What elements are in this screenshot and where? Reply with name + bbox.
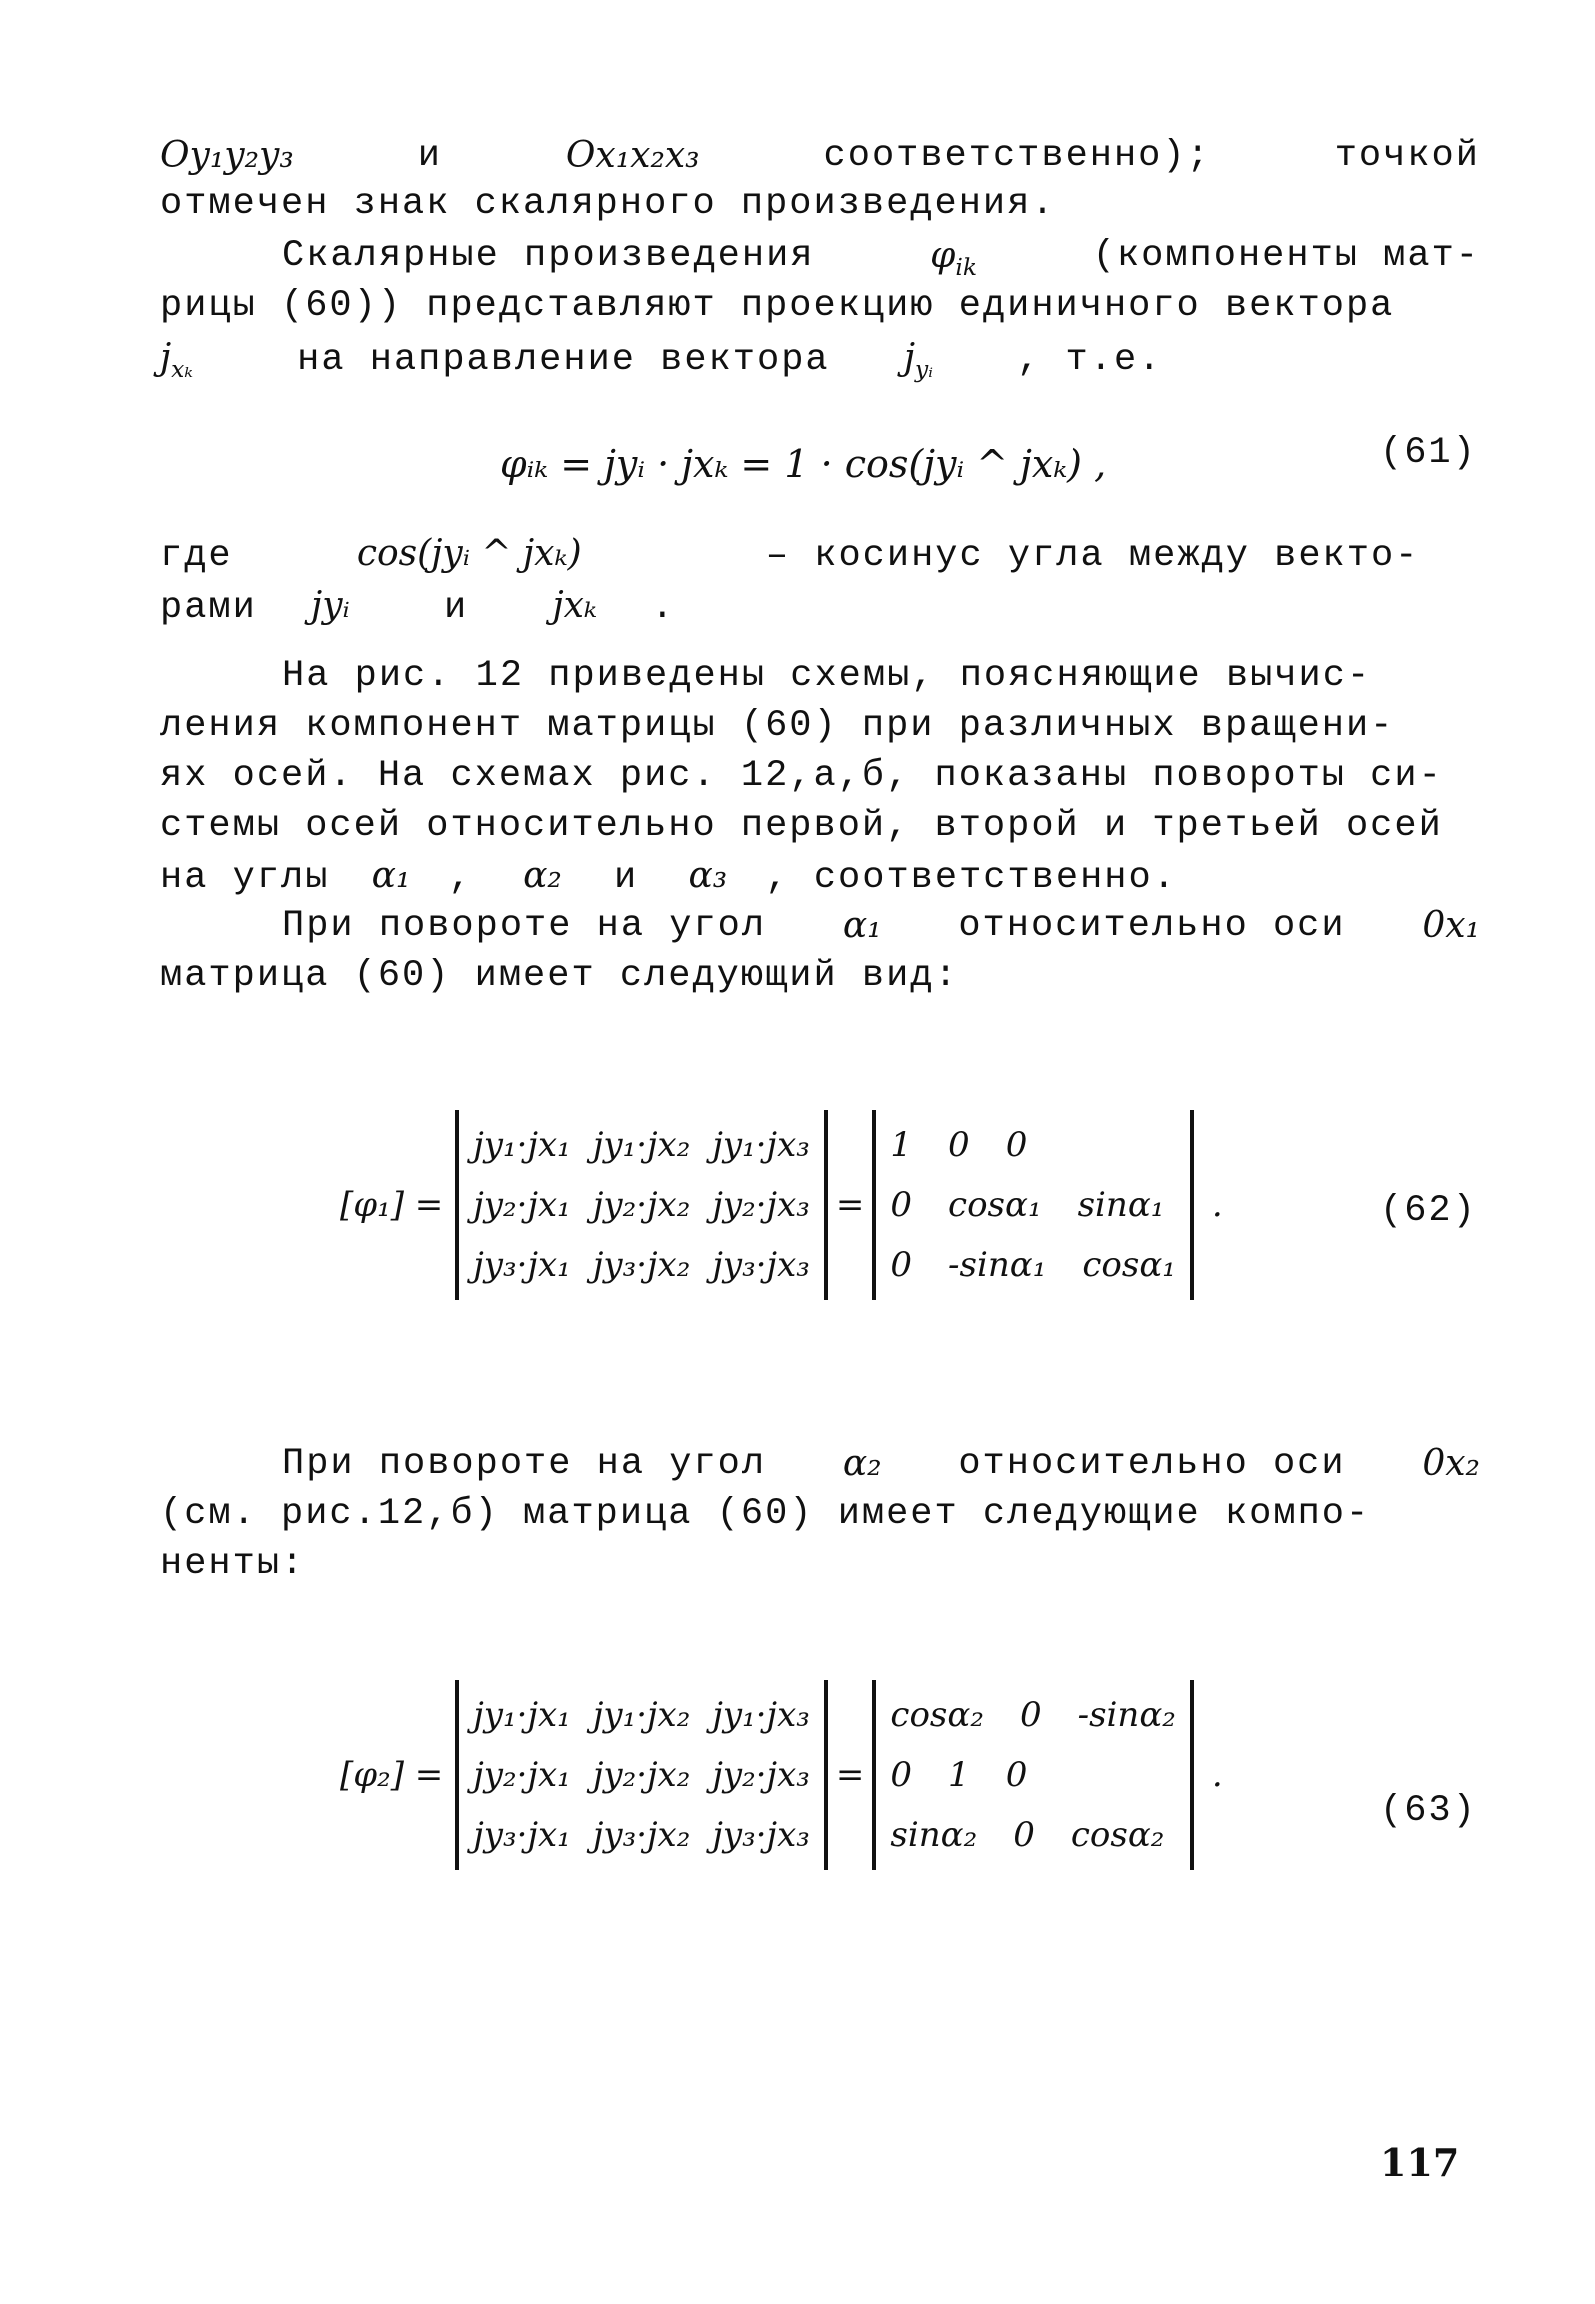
text-l5-d: , т.е. — [1017, 339, 1163, 381]
word-vectors: рами — [160, 587, 257, 629]
matrix-period: . — [1211, 1755, 1223, 1795]
alpha-2b: α₂ — [842, 1443, 882, 1484]
matrix-left-62 — [463, 1115, 820, 1295]
text-line-7 — [160, 582, 1480, 632]
matrix-right-63 — [880, 1685, 1186, 1865]
matrix-cell: jy₃·jx₃ — [712, 1815, 810, 1855]
matrix-row — [473, 1815, 810, 1855]
text-line-9: ления компонент матрицы (60) при различных вращени- — [160, 705, 1395, 747]
text-line-2: отмечен знак скалярного произведения. — [160, 183, 1056, 225]
text-l13-a: При повороте на угол — [282, 905, 767, 947]
coord-system-x: Ox₁x₂x₃ — [565, 135, 700, 176]
matrix-cell: 0 — [890, 1755, 913, 1795]
left-bar — [455, 1110, 459, 1300]
matrix-cell: 0 — [890, 1185, 913, 1225]
jy-i — [903, 337, 933, 384]
matrix-cell: 0 — [1005, 1125, 1028, 1165]
vector-jy: jyᵢ — [311, 585, 350, 626]
text-l5-b: на направление вектора — [297, 339, 830, 381]
matrix-cell: 0 — [948, 1125, 970, 1165]
alpha-1: α₁ — [371, 855, 411, 896]
matrix-cell: jy₁·jx₃ — [712, 1695, 810, 1735]
text-line-1 — [160, 132, 1480, 180]
text-l6-c: – косинус угла между векто- — [765, 535, 1420, 577]
matrix-cell: cosα₂ — [1070, 1815, 1165, 1855]
matrix-cell: jy₂·jx₂ — [592, 1755, 691, 1795]
matrix-cell: jy₂·jx₁ — [473, 1185, 571, 1225]
matrix-row — [473, 1185, 810, 1225]
text-l12-a: на углы — [160, 857, 330, 899]
matrix-row — [890, 1245, 1176, 1285]
matrix-cell: jy₁·jx₂ — [592, 1695, 691, 1735]
j-symbol: j — [160, 337, 172, 378]
matrix-period: . — [1211, 1185, 1223, 1225]
right-bar — [872, 1680, 876, 1870]
matrix-cell: jy₃·jx₁ — [473, 1245, 571, 1285]
matrix-row — [890, 1695, 1176, 1735]
text-line-4: рицы (60)) представляют проекцию единичного вектора — [160, 285, 1395, 327]
text-line-12 — [160, 852, 1480, 902]
text-l15-a: При повороте на угол — [282, 1443, 767, 1485]
axis-0x1: 0x₁ — [1422, 905, 1480, 946]
axis-0x2: 0x₂ — [1422, 1443, 1480, 1484]
lhs-phi2: [φ₂] = — [340, 1755, 444, 1795]
matrix-cell: 1 — [890, 1125, 913, 1165]
word-and-2: и — [444, 587, 469, 629]
matrix-cell: sinα₂ — [890, 1815, 978, 1855]
matrix-cell: cosα₁ — [948, 1185, 1042, 1225]
text-line-13 — [282, 902, 1480, 950]
matrix-cell: jy₁·jx₁ — [473, 1695, 571, 1735]
matrix-cell: jy₃·jx₃ — [712, 1245, 810, 1285]
matrix-row — [473, 1125, 810, 1165]
right-bar-close — [1190, 1680, 1194, 1870]
matrix-left-63 — [463, 1685, 820, 1865]
matrix-cell: -sinα₂ — [1077, 1695, 1176, 1735]
matrix-cell: jy₁·jx₂ — [592, 1125, 691, 1165]
phi-symbol: φ — [930, 235, 956, 276]
equation-number-61: (61) — [1380, 432, 1477, 474]
right-bar — [872, 1110, 876, 1300]
left-bar — [455, 1680, 459, 1870]
text-l3-c: (компоненты мат- — [1092, 235, 1480, 277]
text-line-17: ненты: — [160, 1543, 306, 1585]
matrix-cell: 0 — [1005, 1755, 1028, 1795]
equation-63 — [340, 1680, 1223, 1870]
matrix-cell: jy₂·jx₁ — [473, 1755, 571, 1795]
word-dot: точкой — [1334, 135, 1480, 177]
text-line-16: (см. рис.12,б) матрица (60) имеет следующие компо- — [160, 1493, 1371, 1535]
matrix-row — [473, 1245, 810, 1285]
matrix-row — [890, 1125, 1176, 1165]
page-number: 117 — [1380, 2140, 1460, 2185]
text-line-5 — [160, 334, 1480, 393]
cos-angle: cos(jyᵢ ^ jxₖ) — [356, 533, 582, 574]
jx-subscript: xₖ — [171, 355, 193, 384]
lhs-phi1: [φ₁] = — [340, 1185, 444, 1225]
word-where: где — [160, 535, 233, 577]
text-l12-g: , соответственно. — [765, 857, 1177, 899]
matrix-row — [473, 1755, 810, 1795]
matrix-cell: jy₂·jx₃ — [712, 1185, 810, 1225]
text-line-10: ях осей. На схемах рис. 12,а,б, показаны повороты си- — [160, 755, 1443, 797]
matrix-cell: 1 — [948, 1755, 970, 1795]
text-line-15 — [282, 1440, 1480, 1488]
word-and: и — [417, 135, 442, 177]
equation-62 — [340, 1110, 1223, 1300]
vector-jx: jxₖ — [552, 585, 598, 626]
text-l13-c: относительно оси — [958, 905, 1346, 947]
left-bar-close — [824, 1110, 828, 1300]
text-l15-c: относительно оси — [958, 1443, 1346, 1485]
text-line-8: На рис. 12 приведены схемы, поясняющие вычис- — [282, 655, 1372, 697]
matrix-cell: jy₃·jx₁ — [473, 1815, 571, 1855]
matrix-cell: cosα₁ — [1082, 1245, 1176, 1285]
comma-1: , — [448, 857, 473, 899]
text-line-11: стемы осей относительно первой, второй и третьей осей — [160, 805, 1443, 847]
equation-number-63: (63) — [1380, 1790, 1477, 1832]
period: . — [651, 587, 676, 629]
matrix-cell: -sinα₁ — [948, 1245, 1047, 1285]
matrix-cell: jy₂·jx₃ — [712, 1755, 810, 1795]
text-line-6 — [160, 530, 1480, 580]
equation-number-62: (62) — [1380, 1190, 1477, 1232]
jx-k — [160, 337, 193, 384]
coord-system-y: Oy₁y₂y₃ — [160, 135, 294, 176]
matrix-cell: 0 — [1013, 1815, 1035, 1855]
matrix-cell: 0 — [1019, 1695, 1042, 1735]
matrix-row — [473, 1695, 810, 1735]
matrix-cell: 0 — [890, 1245, 913, 1285]
matrix-cell: jy₁·jx₃ — [712, 1125, 810, 1165]
matrix-cell: jy₁·jx₁ — [473, 1125, 571, 1165]
matrix-cell: jy₃·jx₂ — [592, 1245, 691, 1285]
matrix-row — [890, 1755, 1176, 1795]
alpha-2: α₂ — [523, 855, 562, 896]
phi-subscript: ik — [955, 253, 978, 282]
matrix-row — [890, 1185, 1176, 1225]
matrix-row — [890, 1815, 1176, 1855]
matrix-right-62 — [880, 1115, 1186, 1295]
word-respectively: соответственно); — [823, 135, 1211, 177]
matrix-cell: jy₃·jx₂ — [592, 1815, 691, 1855]
equation-61: φᵢₖ = jyᵢ · jxₖ = 1 · cos(jyᵢ ^ jxₖ) , — [500, 442, 1107, 486]
text-l3-a: Скалярные произведения — [282, 235, 815, 277]
matrix-cell: jy₂·jx₂ — [592, 1185, 691, 1225]
equals-sign: = — [835, 1185, 865, 1225]
left-bar-close — [824, 1680, 828, 1870]
j-symbol-2: j — [903, 337, 915, 378]
alpha-3: α₃ — [688, 855, 728, 896]
alpha-1b: α₁ — [842, 905, 882, 946]
right-bar-close — [1190, 1110, 1194, 1300]
matrix-cell: cosα₂ — [890, 1695, 984, 1735]
jy-subscript: yᵢ — [915, 355, 933, 384]
matrix-cell: sinα₁ — [1077, 1185, 1165, 1225]
text-line-14: матрица (60) имеет следующий вид: — [160, 955, 959, 997]
equals-sign: = — [835, 1755, 865, 1795]
word-and-3: и — [614, 857, 639, 899]
